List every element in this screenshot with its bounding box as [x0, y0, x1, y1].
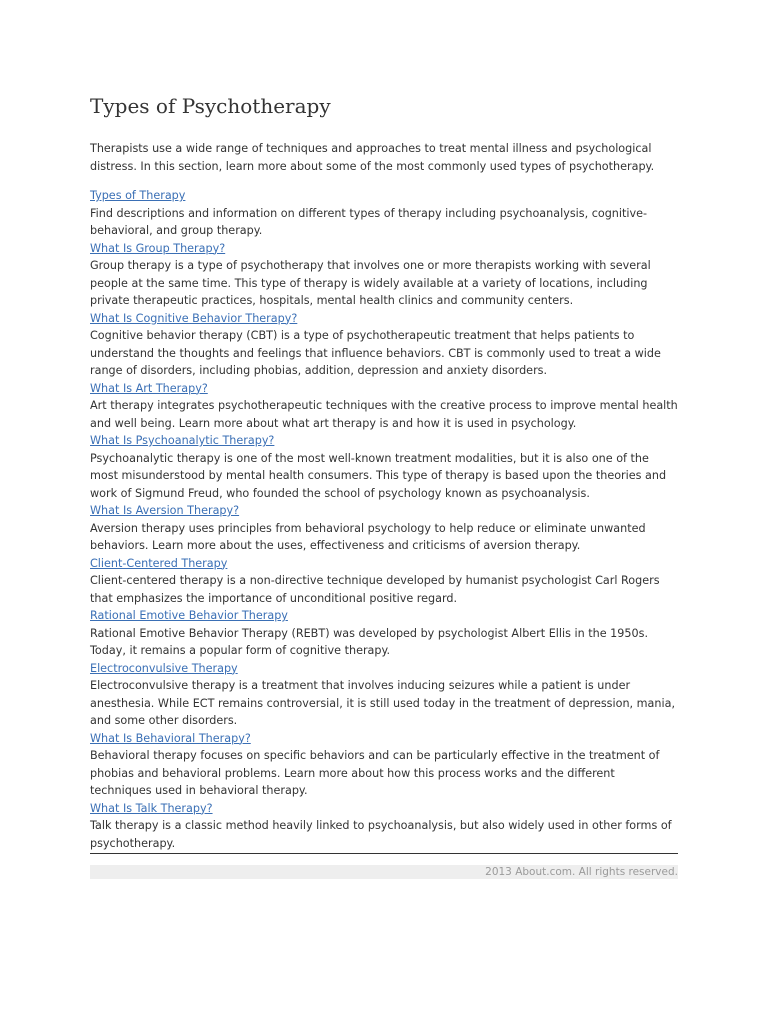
list-item	[90, 240, 678, 310]
entry-link-rebt[interactable]: Rational Emotive Behavior Therapy	[90, 609, 288, 622]
list-item	[90, 380, 678, 433]
entry-link-behavioral-therapy[interactable]: What Is Behavioral Therapy?	[90, 731, 251, 745]
list-item	[90, 310, 678, 380]
document-page	[90, 92, 678, 879]
intro-paragraph: Therapists use a wide range of techniques and approaches to treat mental illness and psychological distress. In this section, learn more about some of the most commonly used types of psychotherapy.	[90, 142, 655, 173]
entry-link-cognitive-behavior-therapy[interactable]: What Is Cognitive Behavior Therapy?	[90, 311, 298, 325]
entry-link-group-therapy[interactable]: What Is Group Therapy?	[90, 241, 226, 255]
entry-description: Cognitive behavior therapy (CBT) is a type of psychotherapeutic treatment that helps patients to understand the thoughts and feelings that influence behaviors. CBT is commonly used to treat a wide range of disorders, including phobias, addition, depression and anxiety disorders.	[90, 329, 661, 377]
entry-link-aversion-therapy[interactable]: What Is Aversion Therapy?	[90, 504, 240, 517]
entry-link-psychoanalytic-therapy[interactable]: What Is Psychoanalytic Therapy?	[90, 434, 275, 447]
entry-description: Rational Emotive Behavior Therapy (REBT) was developed by psychologist Albert Ellis in the 1950s. Today, it remains a popular form of cognitive therapy.	[90, 626, 649, 657]
divider	[90, 853, 678, 854]
entry-link-talk-therapy[interactable]: What Is Talk Therapy?	[90, 801, 213, 815]
list-item	[90, 432, 678, 502]
entry-link-client-centered-therapy[interactable]: Client-Centered Therapy	[90, 556, 228, 570]
list-item	[90, 555, 678, 608]
list-item	[90, 800, 678, 853]
list-item	[90, 502, 678, 555]
page-title: Types of Psychotherapy	[90, 94, 331, 118]
entry-link-types-of-therapy[interactable]: Types of Therapy	[90, 189, 186, 202]
entry-description: Client-centered therapy is a non-directive technique developed by humanist psychologist Carl Rogers that emphasizes the importance of unconditional positive regard.	[90, 574, 660, 605]
entry-link-electroconvulsive-therapy[interactable]: Electroconvulsive Therapy	[90, 661, 238, 675]
entry-link-art-therapy[interactable]: What Is Art Therapy?	[90, 381, 208, 395]
entry-description: Psychoanalytic therapy is one of the most well-known treatment modalities, but it is also one of the most misunderstood by mental health consumers. This type of therapy is based upon the theories and work of Sigmund Freud, who founded the school of psychology known as psychoanalysis.	[90, 451, 667, 500]
entry-description: Art therapy integrates psychotherapeutic techniques with the creative process to improve mental health and well being. Learn more about what art therapy is and how it is used in psychology.	[90, 399, 678, 430]
list-item	[90, 187, 678, 240]
list-item	[90, 607, 678, 660]
list-item	[90, 730, 678, 800]
list-item	[90, 660, 678, 730]
entry-description: Electroconvulsive therapy is a treatment that involves inducing seizures while a patient is under anesthesia. While ECT remains controversial, it is still used today in the treatment of depression, mania, and some other disorders.	[90, 679, 676, 727]
entry-description: Find descriptions and information on different types of therapy including psychoanalysis, cognitive-behavioral, and group therapy.	[90, 206, 648, 237]
entry-description: Aversion therapy uses principles from behavioral psychology to help reduce or eliminate unwanted behaviors. Learn more about the uses, effectiveness and criticisms of aversion therapy.	[90, 521, 646, 552]
entry-list	[90, 187, 678, 852]
entry-description: Group therapy is a type of psychotherapy that involves one or more therapists working with several people at the same time. This type of therapy is widely available at a variety of locations, including private therapeutic practices, hospitals, mental health clinics and community centers.	[90, 259, 651, 307]
entry-description: Talk therapy is a classic method heavily linked to psychoanalysis, but also widely used in other forms of psychotherapy.	[90, 819, 672, 850]
entry-description: Behavioral therapy focuses on specific behaviors and can be particularly effective in the treatment of phobias and behavioral problems. Learn more about how this process works and the different techniques used in behavioral therapy.	[90, 749, 660, 797]
footer-copyright: 2013 About.com. All rights reserved.	[90, 865, 678, 879]
